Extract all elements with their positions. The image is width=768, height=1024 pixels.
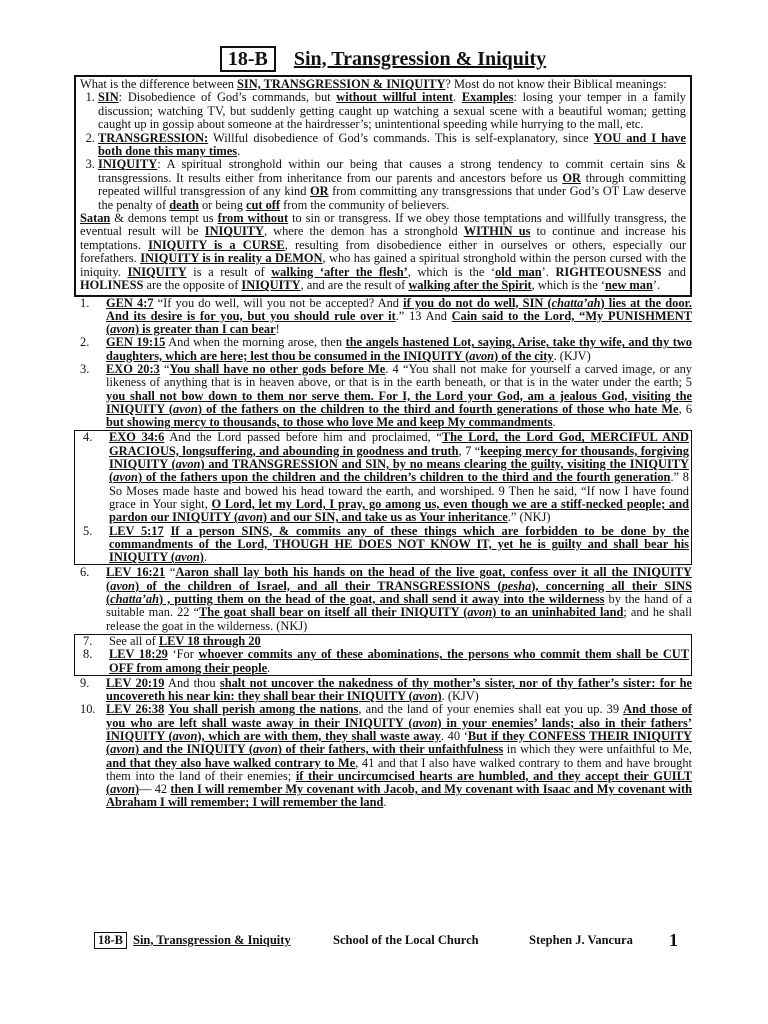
text: but showing mercy to thousands, to those who love Me and keep My commandments [106, 415, 553, 430]
text: ; and he shall release the goat in the wilderness. (NKJ) [106, 605, 692, 633]
scripture-ref: LEV 18 through 20 [158, 633, 261, 648]
text: , where the demon has a stronghold [263, 224, 464, 239]
text: “ [165, 565, 176, 580]
scripture-ref: LEV 5:17 [109, 523, 164, 538]
text: & demons tempt us [110, 211, 218, 226]
text: chatta’ah [551, 295, 601, 310]
item-number: 5. [83, 523, 93, 538]
text: avon [175, 457, 201, 472]
scripture-list [74, 297, 692, 810]
text: death [169, 197, 199, 212]
item-text [106, 336, 692, 363]
text: ) and our SIN, and take us as Your inheritance [262, 510, 508, 525]
list-item [77, 635, 689, 648]
footer-author: Stephen J. Vancura [529, 933, 633, 947]
text: , resulting from disobedience either in ourselves or others, especially our forefathers. [80, 237, 686, 266]
text: . [453, 90, 462, 105]
text: .” (NKJ) [507, 510, 551, 525]
text: YOU and I have both done this many times [98, 130, 686, 159]
item-text [106, 677, 692, 704]
text: chatta’ah [110, 592, 160, 607]
text: avon [113, 470, 138, 485]
text: HOLINESS [80, 278, 144, 293]
item-number: 8. [83, 647, 93, 662]
text: And thou [164, 675, 220, 690]
text: . (KJV) [553, 348, 591, 363]
term: SIN [98, 90, 119, 105]
item-text [109, 431, 689, 524]
text: avon [252, 742, 278, 757]
text: ’. [541, 264, 556, 279]
text: And the Lord passed before him and proclaimed, “ [164, 430, 442, 445]
text: old man [495, 264, 542, 279]
text: What is the difference between [80, 77, 237, 91]
text: INIQUITY [241, 278, 301, 293]
text: ‘For [167, 647, 199, 662]
scripture-ref: LEV 26:38 [106, 702, 165, 717]
text: : losing your temper in a family discussion; watching TV, but suddenly getting caught up watching a sexual scene with a beautiful woman; getting caught up in gossip about someone at the hairdresser’s; unintentional speeding while hurrying to the mall, etc. [98, 90, 686, 132]
text: And when the morning arose, then [165, 335, 346, 350]
text: Examples [461, 90, 514, 105]
text: from without [217, 211, 289, 226]
text: INIQUITY is in reality a DEMON [140, 251, 323, 266]
text: Satan [80, 211, 111, 226]
term: TRANSGRESSION: [98, 130, 209, 145]
text: . (KJV) [441, 689, 479, 704]
text: But if they CONFESS THEIR INIQUITY ( [106, 729, 692, 757]
text: The goat shall bear on itself all their INIQUITY ( [199, 605, 468, 620]
text: avon [412, 689, 438, 704]
text: if you do not do well, SIN ( [403, 295, 552, 310]
scripture-ref: LEV 18:29 [109, 647, 168, 662]
text: shalt not uncover the nakedness of thy mother’s sister, nor of thy father’s sister: for he uncovereth his near kin: they shall bear their INIQUITY ( [106, 675, 692, 704]
item-number: 1. [80, 295, 90, 310]
text: ) in your enemies’ lands; also in their fathers’ INIQUITY ( [106, 715, 693, 743]
text: from committing any transgressions that under God’s OT Law deserve the penalty of [98, 184, 686, 212]
scripture-ref: LEV 16:21 [106, 565, 166, 580]
list-item [77, 648, 689, 675]
page-footer [94, 930, 694, 951]
text: ) of their fathers, with their unfaithfulness [277, 742, 504, 757]
text: ) of the children of Israel, and all their TRANSGRESSIONS ( [134, 578, 502, 593]
page-header [74, 46, 692, 72]
text: if their uncircumcised hearts are humbled, and they accept their GUILT ( [106, 768, 692, 797]
text: See all of [109, 633, 159, 648]
text: ? Most do not know their Biblical meanings: [445, 77, 667, 91]
text: . [203, 550, 208, 565]
text: ) lies at the door. And its desire is for you, but you should rule over it [106, 295, 692, 323]
text: INIQUITY [204, 224, 264, 239]
text: avon [469, 348, 495, 363]
text: . 40 ‘ [440, 729, 468, 743]
scripture-ref: LEV 20:19 [106, 675, 165, 690]
text: new man [604, 278, 653, 293]
text: ) of the fathers upon the children and the children’s children to the third and the fourth generation [137, 470, 671, 485]
page-title: Sin, Transgression & Iniquity [293, 47, 547, 70]
item-number: 7. [83, 633, 93, 648]
text: ), which are with them, they shall waste away [197, 729, 441, 743]
text: .” 13 And [395, 308, 452, 323]
term: INIQUITY [98, 157, 158, 172]
list-item [74, 677, 692, 704]
definition-iniquity [98, 158, 686, 212]
lesson-code: 18-B [220, 46, 276, 72]
boxed-group [74, 430, 692, 565]
item-text [106, 566, 692, 632]
scripture-ref: GEN 4:7 [106, 295, 154, 310]
text: cut off [246, 197, 281, 212]
text: Aaron shall lay both his hands on the head of the live goat, confess over it all the INIQUITY ( [106, 565, 692, 593]
text: ) [134, 782, 140, 797]
text: avon [110, 742, 135, 757]
text: you shall not bow down to them nor serve them. For I, the Lord your God, am a jealous God, visiting the INIQUITY ( [106, 388, 692, 416]
text: , which is the ‘ [407, 264, 496, 279]
text: keeping mercy for thousands, forgiving INIQUITY ( [109, 443, 689, 472]
text: ) [199, 550, 204, 565]
text: : A spiritual stronghold within our being that causes a strong tendency to commit certain sins & transgressions. It results either from inheritance from our parents and ancestors before us [98, 157, 686, 185]
text: . [267, 660, 271, 675]
text: , 7 “ [458, 443, 481, 458]
text: are the opposite of [143, 278, 242, 293]
text: walking after the Spirit [408, 278, 532, 293]
text: avon [467, 605, 493, 620]
item-number: 9. [80, 675, 90, 690]
item-text [106, 703, 692, 809]
text: , who has gained a spiritual stronghold within the person cursed with the iniquity. [80, 251, 686, 279]
text: , and are the result of [300, 278, 409, 293]
list-item [74, 336, 692, 363]
text: The Lord, the Lord God, MERCIFUL AND GRACIOUS, longsuffering, and abounding in goodness and truth [109, 430, 689, 458]
item-number: 4. [83, 430, 93, 445]
definition-transgression [98, 132, 686, 159]
text: If a person SINS, & commits any of these things which are forbidden to be done by the commandments of the Lord, THOUGH HE DOES NOT KNOW IT, yet he is guilty and shall bear his INIQUITY ( [109, 523, 689, 565]
text: . [237, 144, 241, 159]
text: avon [110, 322, 135, 337]
text: ) [437, 689, 442, 704]
text: , 6 [678, 401, 693, 416]
item-number: 6. [80, 565, 90, 580]
text: avon [110, 782, 135, 797]
text: , 41 and that I also have walked contrary to them and have brought them into the land of their enemies; [106, 755, 692, 783]
text: : Disobedience of God’s commands, but [118, 90, 337, 105]
text: through committing repeated willful transgression of any kind [98, 170, 686, 199]
text: RIGHTEOUSNESS [555, 264, 662, 279]
text: ) of the fathers on the children to the third and fourth generations of those who hate Me [197, 401, 679, 416]
text: , which is the ‘ [531, 278, 605, 293]
item-text [106, 363, 692, 429]
text: OR [309, 184, 329, 199]
text: INIQUITY is a CURSE [148, 237, 285, 252]
footer-school: School of the Local Church [333, 933, 479, 947]
text: avon [173, 401, 198, 416]
text: without willful intent [336, 90, 454, 105]
text: the angels hastened Lot, saying, Arise, take thy wife, and thy two daughters, which are here; lest thou be consumed in the INIQUITY ( [106, 335, 692, 363]
list-item [74, 297, 692, 337]
boxed-group [74, 634, 692, 676]
text: avon [412, 715, 438, 730]
text: from the community of believers. [280, 197, 450, 212]
text: and that they also have walked contrary to Me [106, 755, 356, 770]
text: .” 8 So Moses made haste and bowed his head toward the earth, and worshiped. 9 Then he said, “If now I have found grace in Your sight, [109, 470, 690, 511]
list-item [74, 703, 692, 809]
text: Willful disobedience of God’s commands. This is self-explanatory, since [208, 130, 594, 145]
text: and [661, 264, 686, 279]
item-number: 10. [80, 702, 96, 717]
scripture-ref: EXO 20:3 [106, 361, 160, 376]
text: You shall perish among the nations [168, 702, 359, 717]
intro-question [80, 78, 686, 91]
text: avon [238, 510, 263, 525]
text: to continue and increase his temptations. [80, 224, 686, 252]
scripture-ref: EXO 34:6 [109, 430, 165, 445]
text: . [552, 415, 556, 430]
text: or being [198, 197, 246, 212]
text: ), concerning all their SINS ( [106, 578, 692, 607]
text: You shall have no other gods before Me [169, 361, 386, 376]
text: avon [172, 729, 198, 743]
definition-sin [98, 91, 686, 131]
document-page [74, 46, 692, 810]
text: ) and the INIQUITY ( [134, 742, 253, 757]
text: ) and TRANSGRESSION and SIN, by no means clearing the guilty, visiting the INIQUITY ( [109, 457, 689, 485]
text: ) , putting them on the head of the goat, and shall send it away into the wilderness [159, 592, 605, 607]
text: INIQUITY [127, 264, 187, 279]
text: ) of the city [494, 348, 554, 363]
item-number: 3. [80, 361, 90, 376]
text: Cain said to the Lord, “My PUNISHMENT ( [106, 308, 692, 337]
item-text [106, 297, 692, 337]
text: in which they were unfaithful to Me, [503, 742, 693, 757]
footer-code: 18-B [94, 932, 127, 949]
text: . 4 “You shall not make for yourself a carved image, or any likeness of anything that is in heaven above, or that is in the earth beneath, or that is in the water under the earth; 5 [106, 361, 692, 390]
page-number: 1 [669, 930, 678, 950]
item-number: 2. [80, 335, 90, 350]
list-item [77, 431, 689, 524]
text: walking ‘after the flesh’ [271, 264, 408, 279]
text: And those of you who are left shall waste away in their INIQUITY ( [106, 702, 692, 730]
text: ) to an uninhabited land [492, 605, 624, 620]
text: to sin or transgress. If we obey those temptations and willfully transgress, the eventual result will be [80, 211, 686, 239]
footer-title: Sin, Transgression & Iniquity [133, 933, 291, 947]
text: SIN, TRANSGRESSION & INIQUITY [237, 77, 446, 91]
text: — 42 [139, 782, 171, 797]
intro-box [74, 75, 692, 297]
text: WITHIN us [463, 224, 531, 239]
text: avon [110, 578, 135, 593]
text: ! [275, 322, 280, 337]
text: OR [562, 170, 581, 185]
list-item [74, 363, 692, 429]
text: ’. [652, 278, 661, 293]
text: ) is greater than I can bear [134, 322, 276, 337]
scripture-ref: GEN 19:15 [106, 335, 166, 350]
text: “If you do well, will you not be accepted? And [153, 295, 404, 310]
text: then I will remember My covenant with Jacob, and My covenant with Isaac and My covenant with Abraham I will remember; I will remember the land [106, 782, 693, 810]
text: whoever commits any of these abominations, the persons who commit them shall be CUT OFF from among their people [109, 647, 689, 675]
item-text [109, 635, 689, 648]
text: . [383, 795, 387, 810]
satan-paragraph [80, 212, 686, 292]
item-text [109, 648, 689, 675]
item-text [109, 525, 689, 565]
text: pesha [501, 578, 532, 593]
text: , and the land of your enemies shall eat you up. 39 [358, 702, 624, 717]
text: by the hand of a suitable man. 22 “ [106, 592, 692, 620]
text: avon [174, 550, 200, 565]
text: O Lord, let my Lord, I pray, go among us, even though we are a stiff-necked people; and pardon our INIQUITY ( [109, 496, 689, 525]
list-item [77, 525, 689, 565]
text: “ [159, 361, 170, 376]
definition-list [80, 91, 686, 212]
list-item [74, 566, 692, 632]
text: is a result of [186, 264, 272, 279]
